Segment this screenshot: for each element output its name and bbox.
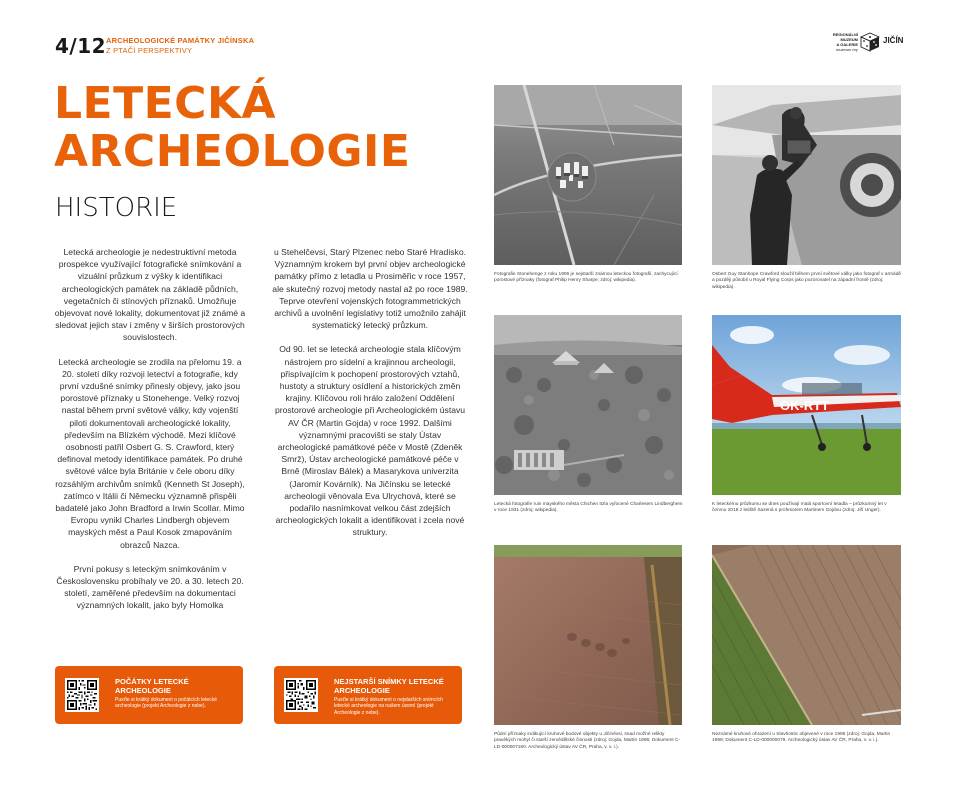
page-number: 4/12 bbox=[55, 34, 107, 58]
logo-text-line3: A GALERIE bbox=[836, 42, 858, 47]
section-subtitle: HISTORIE bbox=[55, 193, 178, 223]
text-column-1 bbox=[52, 246, 248, 624]
photo-caption: Letecká fotografie ruin mayského města Chichen Itzla vyfocené Charlesem Lindberghem v roce 1931 (zdroj: wikipedia). bbox=[494, 502, 683, 514]
photo-soil-marks bbox=[494, 545, 682, 725]
qr-box-title: POČÁTKY LETECKÉ ARCHEOLOGIE bbox=[115, 677, 189, 695]
qr-code-icon bbox=[67, 680, 97, 710]
photo-caption: Půdní příznaky indikující kruhové bodové objekty u Jičíněvsi, snad možné relikty pravěkých mohyl či starší zemědělské činnosti (zdroj: Gojda, Martin 1995; Dokument C-LD-000007180. Archeologický ústav AV ČR, Praha, v. v. i.). bbox=[494, 732, 681, 750]
museum-logo bbox=[830, 30, 904, 60]
photo-chichen-itza bbox=[494, 315, 682, 495]
title-line1: LETECKÁ bbox=[54, 78, 277, 129]
logo-text-line1: REGIONÁLNÍ bbox=[832, 32, 858, 37]
series-subtitle: Z PTAČÍ PERSPEKTIVY bbox=[106, 46, 193, 55]
photo-circular-enclosure bbox=[712, 545, 901, 725]
qr-code-icon bbox=[286, 680, 316, 710]
logo-name: JIČÍN bbox=[883, 36, 904, 45]
photo-crawford-plane bbox=[712, 85, 901, 265]
paragraph: Od 90. let se letecká archeologie stala klíčovým nástrojem pro sídelní a krajinnou archeologii, přispívajícím k pochopení prostorových vztahů, hustoty a struktury osídlení a historických změn krajiny. Klíčovou roli hrálo založení Oddělení prostorové archeologie při Archeologickém ústavu AV ČR (Martin Gojda) v roce 1992. Dalšími významnými pracovišti se staly Ústav archeologické památkové péče v Mostě (Zdeněk Smrž), Ústav archeologické památkové péče v Brně (Miroslav Bálek) a Masarykova univerzita (Jaromír Kovárník). Na Jičínsku se letecké archeologii věnovala Eva Ulrychová, které se podařilo nasnímkovat velkou část zdejších archeologických lokalit a identifikovat i zcela nové struktury. bbox=[274, 344, 466, 538]
dice-logo-icon bbox=[860, 32, 880, 52]
photo-caption: Osbert Guy Stanhope Crawford sloužil během první světové války jako fotograf v armádě a později působil u Royal Flying Corps jako pozorovatel na západní frontě (zdroj: wikipedia). bbox=[712, 272, 902, 290]
text-column-2 bbox=[272, 246, 468, 551]
paragraph: První pokusy s leteckým snímkováním v Československu probíhaly ve 20. a 30. letech 20. století, zaměřené především na dokumentaci významných lokalit, jako byly Homolka bbox=[56, 563, 244, 611]
photo-caption: Neznámé kruhové ohrazení u Slavhostic objevené v roce 1995 (zdroj: Gojda, Martin 1999; Dokument C-LD-000000079. Archeologický ústav AV ČR, Praha, v. v. i.). bbox=[712, 732, 891, 744]
paragraph: Letecká archeologie je nedestruktivní metoda prospekce využívající fotografické snímkování a vizuální průzkum z výšky k identifikaci archeologických památek na základě půdních, vegetačních či stínových příznaků. Umožňuje objevovat nové lokality, dokumentovat již známé a sledovat jejich stav i změny v širších prostorových souvislostech. bbox=[54, 247, 246, 343]
plane-registration-text: OK-RTT bbox=[780, 398, 830, 413]
photo-caption: K leteckému průzkumu se dnes používají malá sportovní letadla – průzkumný let v červnu 2018 z letiště Sazená s profesorem Martinem Gojdou (zdroj: Jiří Unger). bbox=[712, 502, 887, 514]
paragraph: Letecká archeologie se zrodila na přelomu 19. a 20. století díky rozvoji letectví a fotografie, kdy první vzdušné snímky přinesly objevy, jako jsou porostové příznaky u Stonehenge. Velký rozvoj nastal během první světové války, kdy vojenští piloti dokumentovali archeologické lokality, především na Blízkém východě. Mezi klíčové osobnosti patřil Osbert G. S. Crawford, který definoval metody identifikace památek. Po druhé světové válce byla Británie v čele oboru díky rozsáhlým archivům snímků (Kenneth St Joseph), zatímco v Itálii či Německu významně přispěli badatelé jako John Bradford a Irwin Scollar. Mimo Evropu vynikl Charles Lindbergh objevem mayských měst a Paul Kosok zmapováním obrazců Nazca. bbox=[55, 356, 245, 550]
paragraph: u Stehelčevsi, Starý Plzenec nebo Staré Hradisko. Významným krokem byl první objev archeologické památky přímo z letadla u Prosiměřic v roce 1957, ale skutečný rozvoj metody nastal až po roce 1989. Teprve otevření vojenských fotogrammetrických archivů a uvolnění legislativy totiž umožnilo zahájit systematický letecký průzkum. bbox=[272, 247, 468, 331]
qr-code[interactable] bbox=[284, 678, 318, 712]
qr-video-box-origins[interactable] bbox=[55, 666, 243, 724]
series-title bbox=[106, 36, 254, 56]
qr-box-description: Pusťte si krátký dokument o nejstarších snímcích letecké archeologie na našem území (projekt Archeologie z nebe). bbox=[334, 697, 443, 716]
series-title-line: ARCHEOLOGICKÉ PAMÁTKY JIČÍNSKA bbox=[106, 36, 255, 45]
logo-text-line2: MUZEUM bbox=[840, 37, 858, 42]
photo-stonehenge bbox=[494, 85, 682, 265]
photo-caption: Fotografie Stonehenge z roku 1906 je nejstarší známou leteckou fotografií, zachycující porostové příznaky (fotograf Philip Henry Sharpe; zdroj: wikipedia). bbox=[494, 272, 678, 284]
qr-video-box-oldest-images[interactable] bbox=[274, 666, 462, 724]
qr-box-title: NEJSTARŠÍ SNÍMKY LETECKÉ ARCHEOLOGIE bbox=[334, 677, 444, 695]
qr-code[interactable] bbox=[65, 678, 99, 712]
logo-small-text: muzeum hry bbox=[835, 47, 858, 52]
photo-sport-plane bbox=[712, 315, 901, 495]
title-line2: ARCHEOLOGIE bbox=[54, 126, 411, 177]
page-title bbox=[54, 80, 410, 176]
logo-text bbox=[830, 32, 858, 52]
qr-box-description: Pusťte si krátký dokument o počátcích letecké archeologie (projekt Archeologie z nebe). bbox=[115, 697, 217, 710]
